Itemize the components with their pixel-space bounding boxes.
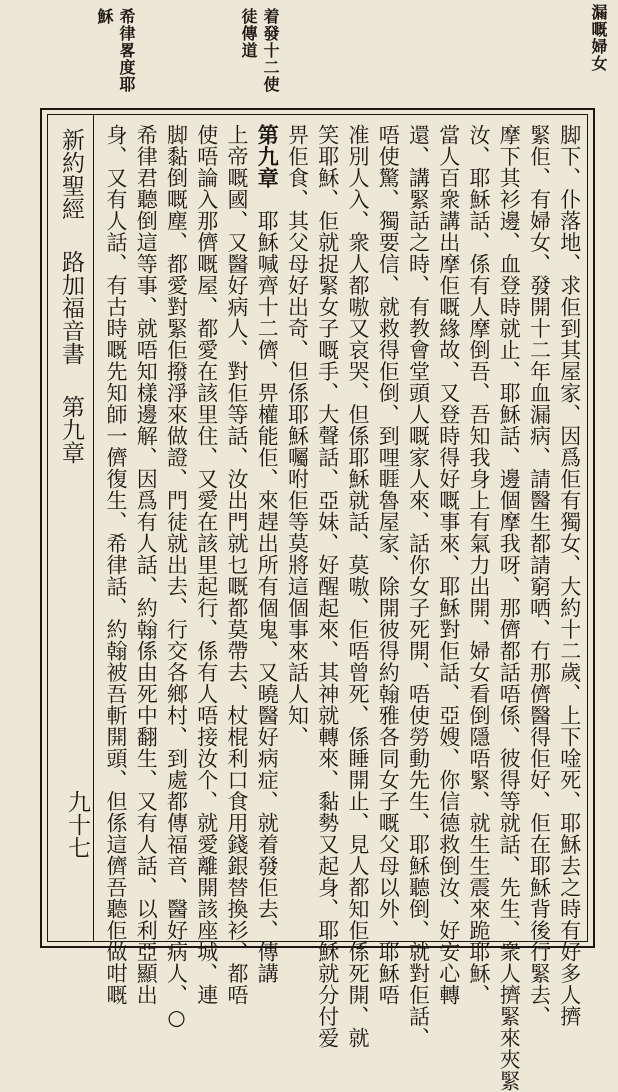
text-column-13: 使唔論入那儕嘅屋、都愛在該里住、又愛在該里起行、係有人唔接汝个、就愛離開該座城、連: [194, 124, 219, 1006]
text-column-10: 畀佢食、其父母好出奇、但係耶穌囑咐佢等莫將這個事來話人知、: [285, 124, 310, 748]
chapter-title: 第九章: [58, 395, 84, 464]
text-column-9: 笑耶穌、佢就捉緊女子嘅手、大聲話、亞妹、好醒起來、其神就轉來、黏勢又起身、耶穌就分付爱: [315, 124, 340, 1049]
text-column-16: 身、又有人話、有古時嘅先知師一儕復生、希律話、約翰被吾斬開頭、但係這儕吾聽佢做咁嘅: [104, 124, 128, 1006]
chapter-heading: 第九章: [255, 124, 281, 189]
text-column-11: [251, 124, 283, 984]
text-column-15: 希律君聽倒這等事、就唔知樣邊解、因爲有人話、約翰係由死中翻生、又有人話、以利亞顯出: [134, 124, 159, 1006]
chapter-text: 耶穌喊齊十二儕、畀權能佢、來趕出所有個鬼、又曉醫好病症、就着發佢去、傳講: [255, 188, 280, 984]
margin-heading-apostles-preach: 徒傳道: [239, 8, 258, 59]
text-column-1: 脚下、仆落地、求佢到其屋家、因爲佢有獨女、大約十二歲、上下唫死、耶穌去之時有好多人擠: [557, 124, 582, 1027]
text-column-4: 汝、耶穌話、係有人摩倒吾、吾知我身上有氣力出開、婦女看倒隱唔緊、就生生震來跪耶穌、: [467, 124, 491, 1006]
book-title: 新約聖經: [58, 128, 84, 220]
text-column-8: 准別人入、衆人都嗷又哀哭、但係耶穌就話、莫嗷、佢唔曾死、係睡開止、見人都知佢係死開、就: [346, 124, 370, 1049]
text-body: [100, 116, 584, 1092]
text-column-3: 摩下其衫邊、血登時就止、耶穌話、邊個摩我呀、那儕都話唔係、彼得等就話、先生、衆人擠緊來夾緊: [497, 124, 522, 1092]
text-column-5: 當人百衆講出摩佢嘅緣故、又登時得好嘅事來、耶穌對佢話、亞嫂、你信德救倒汝、好安心轉: [436, 124, 461, 1006]
text-column-6: 還、講緊話之時、有教會堂頭人嘅家人來、話你女子死開、唔使勞動先生、耶穌聽倒、就對佢話、: [406, 124, 431, 1049]
text-column-12: 上帝嘅國、又醫好病人、對佢等話、汝出門就乜嘅都莫帶去、杖棍利口食用錢銀替換衫、都唔: [225, 124, 249, 1006]
text-column-7: 唔使驚、獨要信、就救得佢倒、到哩睚魯屋家、除開彼得約翰雅各同女子嘅父母以外、耶穌唔: [376, 124, 401, 1006]
text-column-2: 緊佢、有婦女、發開十二年血漏病、請醫生都請窮哂、冇那儕醫得佢好、佢在耶穌背後行緊去、: [527, 124, 552, 1027]
margin-heading-bleeding-woman: 漏嘅婦女: [589, 4, 608, 72]
margin-heading-sending-twelve: 着發十二使: [261, 8, 280, 93]
margin-heading-herod: 希律畧度耶: [117, 8, 136, 93]
page-number: 九十七: [64, 790, 90, 859]
margin-heading-jesus: 穌: [95, 8, 114, 25]
gospel-title: 路加福音書: [58, 250, 84, 365]
running-title: [52, 128, 90, 464]
text-column-14: 脚黏倒嘅塵、都愛對緊佢撥淨來做證、門徒就出去、行交各鄉村、到處都傳福音、醫好病人、○: [164, 124, 189, 1030]
